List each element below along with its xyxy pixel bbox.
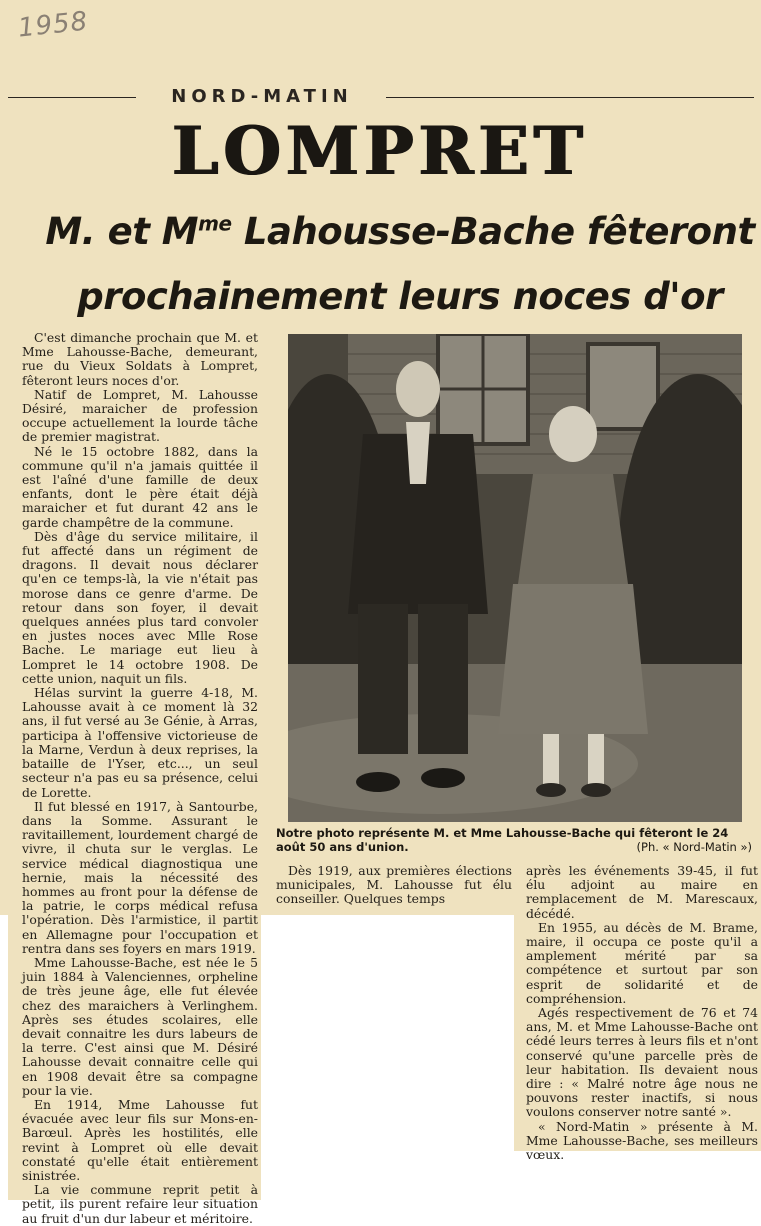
photo-caption-block xyxy=(276,826,760,854)
paragraph: Agés respectivement de 76 et 74 ans, M. et Mme Lahousse-Bache ont cédé leurs terres à leurs fils et n'ont conservé qu'une parcelle près de leur habitation. Ils devaient nous dire : « Malré notre âge nous ne pouvons rester inactifs, si nous voulons conserver notre santé ». xyxy=(526,1005,758,1120)
article-column-3 xyxy=(526,864,758,1162)
article-column-2 xyxy=(276,864,512,907)
paragraph: En 1914, Mme Lahousse fut évacuée avec leur fils sur Mons-en-Barœul. Après les hostilités, elle revint à Lompret où elle devait constaté qu'elle était entièrement sinistrée. xyxy=(22,1096,258,1183)
masthead-rule-left xyxy=(8,97,136,98)
masthead-row xyxy=(0,86,761,110)
handwritten-year: 1958 xyxy=(16,6,90,44)
headline-line-1 xyxy=(40,210,760,253)
paragraph: « Nord-Matin » présente à M. Mme Lahousse-Bache, ses meilleurs vœux. xyxy=(526,1118,758,1163)
paragraph: En 1955, au décès de M. Brame, maire, il occupa ce poste qu'il a amplement mérité par sa compétence et surtout par son esprit de solidarité et de compréhension. xyxy=(526,919,758,1006)
headline-prefix: M. et M xyxy=(45,210,199,253)
couple-photo xyxy=(288,334,742,822)
paragraph: C'est dimanche prochain que M. et Mme Lahousse-Bache, demeurant, rue du Vieux Soldats à Lompret, fêteront leurs noces d'or. xyxy=(22,330,258,388)
paragraph: Hélas survint la guerre 4-18, M. Lahousse avait à ce moment là 32 ans, il fut versé au 3e Génie, à Arras, participa à l'offensive victorieuse de la Marne, Verdun à deux reprises, la bataille de l'Yser, etc..., un seul secteur n'a pas eu sa présence, celui de Lorette. xyxy=(22,685,258,800)
paragraph: Natif de Lompret, M. Lahousse Désiré, maraicher de profession occupe actuellement la lourde tâche de premier magistrat. xyxy=(22,386,258,445)
masthead: NORD-MATIN xyxy=(171,86,353,107)
headline-line-2: prochainement leurs noces d'or xyxy=(77,275,723,318)
article-column-1 xyxy=(22,331,258,1226)
paragraph: Né le 15 octobre 1882, dans la commune qu'il n'a jamais quittée il est l'aîné d'une famille de deux enfants, dont le père était déjà maraicher et fut durant 42 ans le garde champêtre de la commune. xyxy=(22,443,258,530)
paragraph: Mme Lahousse-Bache, est née le 5 juin 1884 à Valenciennes, orpheline de très jeune âge, elle fut élevée chez des maraichers à Verlinghem. Après ses études scolaires, elle devait connaitre les durs labeurs de la terre. C'est ainsi que M. Désiré Lahousse devait connaitre celle qui en 1908 devait être sa compagne pour la vie. xyxy=(22,954,258,1098)
paragraph: La vie commune reprit petit à petit, ils purent refaire leur situation au fruit d'un dur labeur et méritoire. xyxy=(22,1182,258,1226)
paragraph: Il fut blessé en 1917, à Santourbe, dans la Somme. Assurant le ravitaillement, lourdement chargé de vivre, il chuta sur le verglas. Le service médical diagnostiqua une hernie, mais la nécessité des hommes au front pour la défense de la patrie, le corps médical refusa l'opération. Dès l'armistice, il partit en Allemagne pour l'occupation et rentra dans ses foyers en mars 1919. xyxy=(22,798,258,956)
photo-credit: (Ph. « Nord-Matin ») xyxy=(636,840,752,854)
paragraph: Dès d'âge du service militaire, il fut affecté dans un régiment de dragons. Il devait nous déclarer qu'en ce temps-là, la vie n'était pas morose dans ce genre d'arme. De retour dans son foyer, il devait quelques années plus tard convoler en justes noces avec Mlle Rose Bache. Le mariage eut lieu à Lompret le 14 octobre 1908. De cette union, naquit un fils. xyxy=(22,528,258,686)
headline-superscript: me xyxy=(198,211,232,236)
headline-suffix: Lahousse-Bache fêteront xyxy=(231,210,755,253)
photo-caption: Notre photo représente M. et Mme Lahousse-Bache qui fêteront le 24 août 50 ans d'union. xyxy=(276,826,729,854)
paragraph: Dès 1919, aux premières élections municipales, M. Lahousse fut élu conseiller. Quelques temps xyxy=(276,863,512,907)
town-title: LOMPRET xyxy=(172,112,588,190)
paragraph: après les événements 39-45, il fut élu adjoint au maire en remplacement de M. Marescaux, décédé. xyxy=(526,863,758,921)
masthead-rule-right xyxy=(386,97,754,98)
